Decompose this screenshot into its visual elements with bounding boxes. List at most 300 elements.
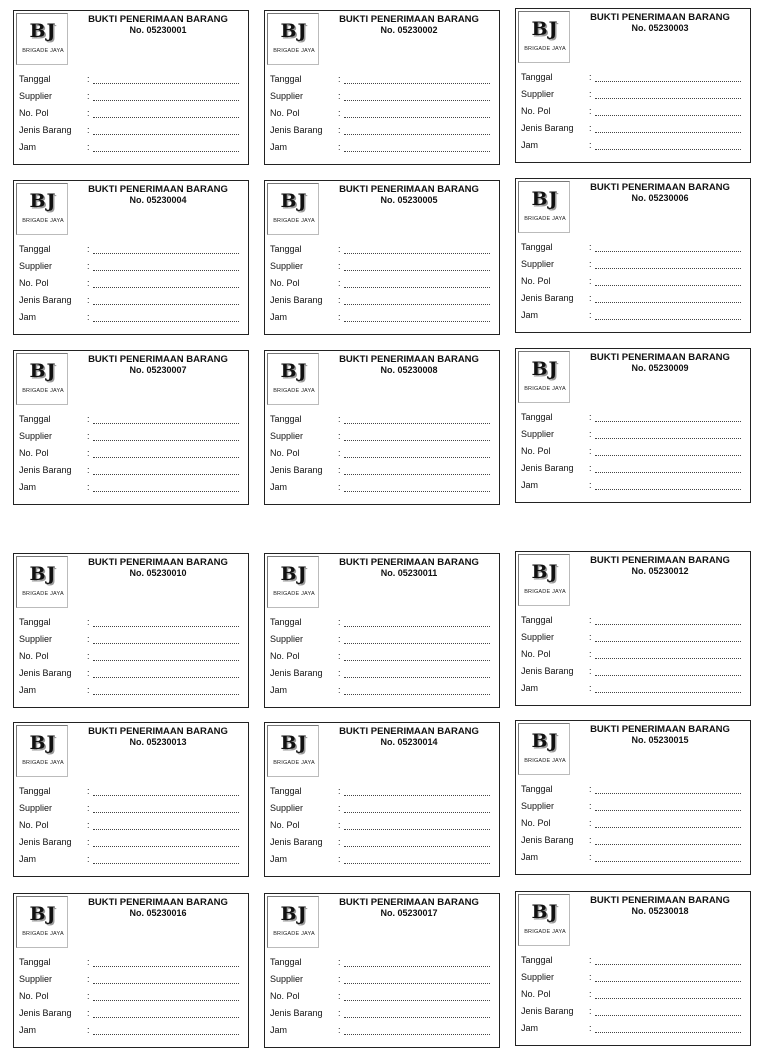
field-separator: : bbox=[338, 651, 341, 661]
field-label: Jam bbox=[521, 852, 539, 862]
field-label: Jam bbox=[19, 685, 37, 695]
field-fill-line bbox=[93, 846, 239, 847]
field-separator: : bbox=[589, 463, 592, 473]
field-fill-line bbox=[93, 100, 239, 101]
field-fill-line bbox=[344, 1034, 490, 1035]
field-label: Supplier bbox=[19, 431, 53, 441]
field-fill-line bbox=[93, 253, 239, 254]
receipt-card bbox=[515, 891, 751, 1046]
field-fill-line bbox=[595, 861, 741, 862]
field-label: Supplier bbox=[521, 259, 555, 269]
receipt-card bbox=[264, 893, 500, 1048]
field-separator: : bbox=[87, 1025, 90, 1035]
receipt-card bbox=[264, 180, 500, 335]
field-label: Jenis Barang bbox=[270, 668, 323, 678]
field-label: Tanggal bbox=[19, 414, 51, 424]
field-fill-line bbox=[595, 810, 741, 811]
field-fill-line bbox=[93, 304, 239, 305]
field-separator: : bbox=[338, 1025, 341, 1035]
field-fill-line bbox=[344, 117, 490, 118]
field-separator: : bbox=[338, 786, 341, 796]
field-separator: : bbox=[338, 295, 341, 305]
brigade-jaya-logo bbox=[267, 725, 319, 777]
field-label: Tanggal bbox=[521, 72, 553, 82]
field-separator: : bbox=[87, 125, 90, 135]
field-label: No. Pol bbox=[19, 108, 49, 118]
field-separator: : bbox=[338, 108, 341, 118]
receipt-card bbox=[13, 10, 249, 165]
field-label: Jam bbox=[521, 683, 539, 693]
field-label: Jam bbox=[270, 142, 288, 152]
field-label: Tanggal bbox=[19, 957, 51, 967]
field-label: Jenis Barang bbox=[521, 666, 574, 676]
field-fill-line bbox=[595, 964, 741, 965]
field-fill-line bbox=[93, 677, 239, 678]
field-fill-line bbox=[595, 455, 741, 456]
field-label: Jenis Barang bbox=[19, 668, 72, 678]
field-fill-line bbox=[344, 304, 490, 305]
field-label: Supplier bbox=[521, 632, 555, 642]
field-fill-line bbox=[595, 998, 741, 999]
field-label: Supplier bbox=[270, 803, 304, 813]
receipt-number: No. 05230012 bbox=[631, 566, 689, 576]
field-separator: : bbox=[589, 140, 592, 150]
field-separator: : bbox=[87, 668, 90, 678]
receipt-title: BUKTI PENERIMAAN BARANG bbox=[88, 184, 228, 195]
field-separator: : bbox=[338, 820, 341, 830]
receipt-title: BUKTI PENERIMAAN BARANG bbox=[339, 557, 479, 568]
field-fill-line bbox=[93, 1000, 239, 1001]
logo-mark: BJ bbox=[531, 901, 559, 923]
field-separator: : bbox=[87, 414, 90, 424]
field-fill-line bbox=[595, 472, 741, 473]
logo-mark: BJ bbox=[29, 903, 57, 925]
field-separator: : bbox=[87, 431, 90, 441]
receipt-number: No. 05230013 bbox=[129, 737, 187, 747]
field-separator: : bbox=[338, 1008, 341, 1018]
field-fill-line bbox=[93, 983, 239, 984]
brigade-jaya-logo bbox=[267, 13, 319, 65]
field-label: Jenis Barang bbox=[19, 125, 72, 135]
field-fill-line bbox=[93, 491, 239, 492]
logo-mark: BJ bbox=[531, 730, 559, 752]
field-fill-line bbox=[344, 812, 490, 813]
field-fill-line bbox=[93, 966, 239, 967]
logo-company-name: BRIGADE JAYA bbox=[273, 760, 315, 766]
field-label: Jenis Barang bbox=[19, 465, 72, 475]
logo-company-name: BRIGADE JAYA bbox=[273, 388, 315, 394]
field-separator: : bbox=[87, 854, 90, 864]
field-fill-line bbox=[595, 285, 741, 286]
field-separator: : bbox=[589, 259, 592, 269]
receipt-card bbox=[264, 553, 500, 708]
field-label: Jenis Barang bbox=[521, 123, 574, 133]
field-label: Jam bbox=[19, 854, 37, 864]
logo-mark: BJ bbox=[29, 360, 57, 382]
field-separator: : bbox=[87, 786, 90, 796]
receipt-number: No. 05230004 bbox=[129, 195, 187, 205]
field-label: Jenis Barang bbox=[521, 835, 574, 845]
field-label: No. Pol bbox=[19, 448, 49, 458]
brigade-jaya-logo bbox=[16, 183, 68, 235]
field-separator: : bbox=[338, 278, 341, 288]
receipt-number: No. 05230005 bbox=[380, 195, 438, 205]
field-label: Supplier bbox=[270, 91, 304, 101]
field-fill-line bbox=[344, 677, 490, 678]
field-fill-line bbox=[93, 117, 239, 118]
field-separator: : bbox=[589, 89, 592, 99]
field-separator: : bbox=[338, 837, 341, 847]
field-separator: : bbox=[589, 1023, 592, 1033]
logo-mark: BJ bbox=[531, 18, 559, 40]
receipt-card bbox=[13, 350, 249, 505]
receipt-title: BUKTI PENERIMAAN BARANG bbox=[590, 724, 730, 735]
field-label: No. Pol bbox=[270, 448, 300, 458]
field-label: No. Pol bbox=[521, 446, 551, 456]
receipt-title: BUKTI PENERIMAAN BARANG bbox=[590, 352, 730, 363]
field-label: Jenis Barang bbox=[19, 837, 72, 847]
field-fill-line bbox=[344, 253, 490, 254]
field-label: Supplier bbox=[521, 972, 555, 982]
receipt-title: BUKTI PENERIMAAN BARANG bbox=[590, 895, 730, 906]
field-separator: : bbox=[589, 106, 592, 116]
logo-mark: BJ bbox=[280, 563, 308, 585]
logo-company-name: BRIGADE JAYA bbox=[524, 386, 566, 392]
field-fill-line bbox=[595, 302, 741, 303]
brigade-jaya-logo bbox=[518, 351, 570, 403]
field-fill-line bbox=[93, 1034, 239, 1035]
field-separator: : bbox=[87, 278, 90, 288]
field-fill-line bbox=[344, 134, 490, 135]
brigade-jaya-logo bbox=[518, 11, 570, 63]
field-label: Tanggal bbox=[270, 414, 302, 424]
field-fill-line bbox=[93, 829, 239, 830]
field-separator: : bbox=[338, 991, 341, 1001]
field-fill-line bbox=[595, 421, 741, 422]
field-label: No. Pol bbox=[270, 991, 300, 1001]
field-separator: : bbox=[589, 412, 592, 422]
field-label: No. Pol bbox=[521, 106, 551, 116]
field-label: Jenis Barang bbox=[270, 295, 323, 305]
field-fill-line bbox=[93, 1017, 239, 1018]
field-fill-line bbox=[93, 795, 239, 796]
brigade-jaya-logo bbox=[518, 894, 570, 946]
field-fill-line bbox=[595, 641, 741, 642]
field-fill-line bbox=[93, 863, 239, 864]
field-separator: : bbox=[589, 852, 592, 862]
field-separator: : bbox=[338, 74, 341, 84]
field-label: Tanggal bbox=[521, 784, 553, 794]
receipt-number: No. 05230008 bbox=[380, 365, 438, 375]
logo-company-name: BRIGADE JAYA bbox=[22, 218, 64, 224]
field-fill-line bbox=[344, 983, 490, 984]
field-label: No. Pol bbox=[19, 991, 49, 1001]
field-separator: : bbox=[589, 801, 592, 811]
field-label: Supplier bbox=[270, 634, 304, 644]
receipt-title: BUKTI PENERIMAAN BARANG bbox=[339, 184, 479, 195]
receipt-card bbox=[515, 348, 751, 503]
field-label: Jam bbox=[270, 685, 288, 695]
logo-mark: BJ bbox=[280, 20, 308, 42]
field-label: Jenis Barang bbox=[270, 837, 323, 847]
field-separator: : bbox=[87, 1008, 90, 1018]
field-separator: : bbox=[87, 957, 90, 967]
field-fill-line bbox=[93, 660, 239, 661]
field-separator: : bbox=[87, 685, 90, 695]
field-separator: : bbox=[87, 448, 90, 458]
receipt-title: BUKTI PENERIMAAN BARANG bbox=[88, 354, 228, 365]
logo-company-name: BRIGADE JAYA bbox=[524, 216, 566, 222]
field-separator: : bbox=[87, 465, 90, 475]
field-label: Jenis Barang bbox=[521, 293, 574, 303]
field-separator: : bbox=[589, 446, 592, 456]
field-separator: : bbox=[589, 835, 592, 845]
field-separator: : bbox=[338, 261, 341, 271]
receipt-number: No. 05230001 bbox=[129, 25, 187, 35]
logo-mark: BJ bbox=[29, 732, 57, 754]
field-fill-line bbox=[595, 981, 741, 982]
field-label: Tanggal bbox=[270, 957, 302, 967]
field-label: Supplier bbox=[19, 91, 53, 101]
field-separator: : bbox=[589, 784, 592, 794]
receipt-number: No. 05230018 bbox=[631, 906, 689, 916]
receipt-card bbox=[515, 551, 751, 706]
field-separator: : bbox=[87, 91, 90, 101]
brigade-jaya-logo bbox=[267, 556, 319, 608]
field-label: Jam bbox=[19, 312, 37, 322]
field-separator: : bbox=[338, 974, 341, 984]
field-label: Tanggal bbox=[521, 615, 553, 625]
field-fill-line bbox=[344, 321, 490, 322]
field-separator: : bbox=[338, 312, 341, 322]
field-fill-line bbox=[344, 83, 490, 84]
field-fill-line bbox=[344, 829, 490, 830]
field-fill-line bbox=[595, 827, 741, 828]
field-label: No. Pol bbox=[521, 649, 551, 659]
field-label: No. Pol bbox=[270, 651, 300, 661]
receipt-card bbox=[13, 722, 249, 877]
receipt-title: BUKTI PENERIMAAN BARANG bbox=[590, 12, 730, 23]
receipt-card bbox=[515, 8, 751, 163]
field-label: Supplier bbox=[19, 803, 53, 813]
field-fill-line bbox=[344, 491, 490, 492]
field-fill-line bbox=[344, 863, 490, 864]
logo-company-name: BRIGADE JAYA bbox=[273, 48, 315, 54]
logo-mark: BJ bbox=[280, 190, 308, 212]
field-fill-line bbox=[344, 287, 490, 288]
field-label: Jam bbox=[521, 1023, 539, 1033]
field-fill-line bbox=[595, 115, 741, 116]
field-separator: : bbox=[589, 293, 592, 303]
logo-company-name: BRIGADE JAYA bbox=[524, 758, 566, 764]
logo-mark: BJ bbox=[280, 903, 308, 925]
field-separator: : bbox=[589, 955, 592, 965]
field-separator: : bbox=[589, 989, 592, 999]
receipt-title: BUKTI PENERIMAAN BARANG bbox=[590, 555, 730, 566]
field-fill-line bbox=[344, 440, 490, 441]
field-fill-line bbox=[595, 98, 741, 99]
field-fill-line bbox=[344, 151, 490, 152]
receipt-card bbox=[13, 893, 249, 1048]
receipt-title: BUKTI PENERIMAAN BARANG bbox=[339, 897, 479, 908]
field-separator: : bbox=[87, 651, 90, 661]
field-separator: : bbox=[589, 276, 592, 286]
field-separator: : bbox=[589, 649, 592, 659]
field-label: Tanggal bbox=[521, 955, 553, 965]
field-separator: : bbox=[87, 295, 90, 305]
field-fill-line bbox=[344, 457, 490, 458]
field-fill-line bbox=[595, 319, 741, 320]
field-label: Jenis Barang bbox=[521, 463, 574, 473]
field-label: Jam bbox=[270, 854, 288, 864]
field-separator: : bbox=[87, 634, 90, 644]
field-fill-line bbox=[595, 251, 741, 252]
brigade-jaya-logo bbox=[518, 723, 570, 775]
field-label: Jenis Barang bbox=[270, 1008, 323, 1018]
field-separator: : bbox=[338, 803, 341, 813]
field-label: No. Pol bbox=[19, 651, 49, 661]
field-fill-line bbox=[595, 658, 741, 659]
field-label: Jenis Barang bbox=[521, 1006, 574, 1016]
field-label: Jenis Barang bbox=[19, 1008, 72, 1018]
field-label: Jam bbox=[521, 140, 539, 150]
field-separator: : bbox=[338, 957, 341, 967]
field-fill-line bbox=[595, 1032, 741, 1033]
logo-company-name: BRIGADE JAYA bbox=[524, 46, 566, 52]
field-label: No. Pol bbox=[19, 278, 49, 288]
field-label: Tanggal bbox=[19, 617, 51, 627]
logo-company-name: BRIGADE JAYA bbox=[22, 931, 64, 937]
field-fill-line bbox=[595, 1015, 741, 1016]
receipt-title: BUKTI PENERIMAAN BARANG bbox=[88, 557, 228, 568]
receipt-number: No. 05230016 bbox=[129, 908, 187, 918]
receipt-number: No. 05230006 bbox=[631, 193, 689, 203]
field-fill-line bbox=[93, 83, 239, 84]
field-separator: : bbox=[338, 668, 341, 678]
field-label: Supplier bbox=[19, 974, 53, 984]
field-fill-line bbox=[344, 966, 490, 967]
field-label: No. Pol bbox=[270, 108, 300, 118]
logo-mark: BJ bbox=[29, 190, 57, 212]
field-fill-line bbox=[93, 287, 239, 288]
brigade-jaya-logo bbox=[16, 725, 68, 777]
brigade-jaya-logo bbox=[16, 896, 68, 948]
field-separator: : bbox=[589, 1006, 592, 1016]
logo-company-name: BRIGADE JAYA bbox=[524, 589, 566, 595]
field-fill-line bbox=[93, 643, 239, 644]
field-separator: : bbox=[338, 482, 341, 492]
logo-mark: BJ bbox=[29, 563, 57, 585]
field-separator: : bbox=[589, 683, 592, 693]
receipt-number: No. 05230017 bbox=[380, 908, 438, 918]
field-separator: : bbox=[87, 108, 90, 118]
field-label: Jam bbox=[19, 142, 37, 152]
field-label: Jenis Barang bbox=[270, 465, 323, 475]
field-label: Jam bbox=[521, 480, 539, 490]
field-separator: : bbox=[338, 854, 341, 864]
field-fill-line bbox=[344, 270, 490, 271]
field-fill-line bbox=[595, 624, 741, 625]
receipt-title: BUKTI PENERIMAAN BARANG bbox=[88, 726, 228, 737]
field-label: Tanggal bbox=[521, 242, 553, 252]
logo-mark: BJ bbox=[280, 732, 308, 754]
brigade-jaya-logo bbox=[518, 554, 570, 606]
field-separator: : bbox=[87, 74, 90, 84]
field-label: Tanggal bbox=[521, 412, 553, 422]
receipt-card bbox=[13, 553, 249, 708]
logo-mark: BJ bbox=[29, 20, 57, 42]
logo-company-name: BRIGADE JAYA bbox=[22, 760, 64, 766]
logo-mark: BJ bbox=[280, 360, 308, 382]
field-label: Jam bbox=[19, 1025, 37, 1035]
field-separator: : bbox=[87, 837, 90, 847]
field-fill-line bbox=[595, 132, 741, 133]
field-fill-line bbox=[344, 626, 490, 627]
logo-company-name: BRIGADE JAYA bbox=[273, 931, 315, 937]
field-separator: : bbox=[589, 310, 592, 320]
field-label: Tanggal bbox=[270, 74, 302, 84]
field-separator: : bbox=[87, 312, 90, 322]
field-separator: : bbox=[338, 448, 341, 458]
field-label: Jenis Barang bbox=[270, 125, 323, 135]
receipt-card bbox=[515, 178, 751, 333]
field-fill-line bbox=[93, 626, 239, 627]
field-separator: : bbox=[589, 666, 592, 676]
field-fill-line bbox=[93, 423, 239, 424]
receipt-number: No. 05230002 bbox=[380, 25, 438, 35]
field-fill-line bbox=[595, 438, 741, 439]
field-label: Supplier bbox=[521, 801, 555, 811]
field-label: Supplier bbox=[270, 261, 304, 271]
logo-company-name: BRIGADE JAYA bbox=[22, 388, 64, 394]
brigade-jaya-logo bbox=[267, 353, 319, 405]
field-label: Tanggal bbox=[270, 786, 302, 796]
logo-company-name: BRIGADE JAYA bbox=[22, 591, 64, 597]
field-fill-line bbox=[93, 321, 239, 322]
receipt-card bbox=[264, 10, 500, 165]
field-fill-line bbox=[93, 270, 239, 271]
brigade-jaya-logo bbox=[16, 556, 68, 608]
receipt-card bbox=[264, 722, 500, 877]
logo-company-name: BRIGADE JAYA bbox=[273, 218, 315, 224]
field-label: Tanggal bbox=[19, 244, 51, 254]
field-label: Jam bbox=[270, 312, 288, 322]
field-separator: : bbox=[338, 685, 341, 695]
field-fill-line bbox=[595, 793, 741, 794]
field-separator: : bbox=[589, 123, 592, 133]
field-label: Supplier bbox=[270, 431, 304, 441]
field-fill-line bbox=[344, 643, 490, 644]
logo-company-name: BRIGADE JAYA bbox=[524, 929, 566, 935]
field-separator: : bbox=[87, 974, 90, 984]
field-label: No. Pol bbox=[521, 276, 551, 286]
field-fill-line bbox=[344, 474, 490, 475]
logo-mark: BJ bbox=[531, 358, 559, 380]
field-label: Jam bbox=[521, 310, 539, 320]
field-separator: : bbox=[589, 429, 592, 439]
field-label: No. Pol bbox=[19, 820, 49, 830]
field-label: Jenis Barang bbox=[19, 295, 72, 305]
receipt-card bbox=[264, 350, 500, 505]
field-label: Jam bbox=[270, 1025, 288, 1035]
field-fill-line bbox=[93, 474, 239, 475]
field-fill-line bbox=[344, 1000, 490, 1001]
field-label: Supplier bbox=[19, 261, 53, 271]
field-fill-line bbox=[595, 844, 741, 845]
field-label: Jam bbox=[270, 482, 288, 492]
receipt-number: No. 05230010 bbox=[129, 568, 187, 578]
receipt-number: No. 05230009 bbox=[631, 363, 689, 373]
